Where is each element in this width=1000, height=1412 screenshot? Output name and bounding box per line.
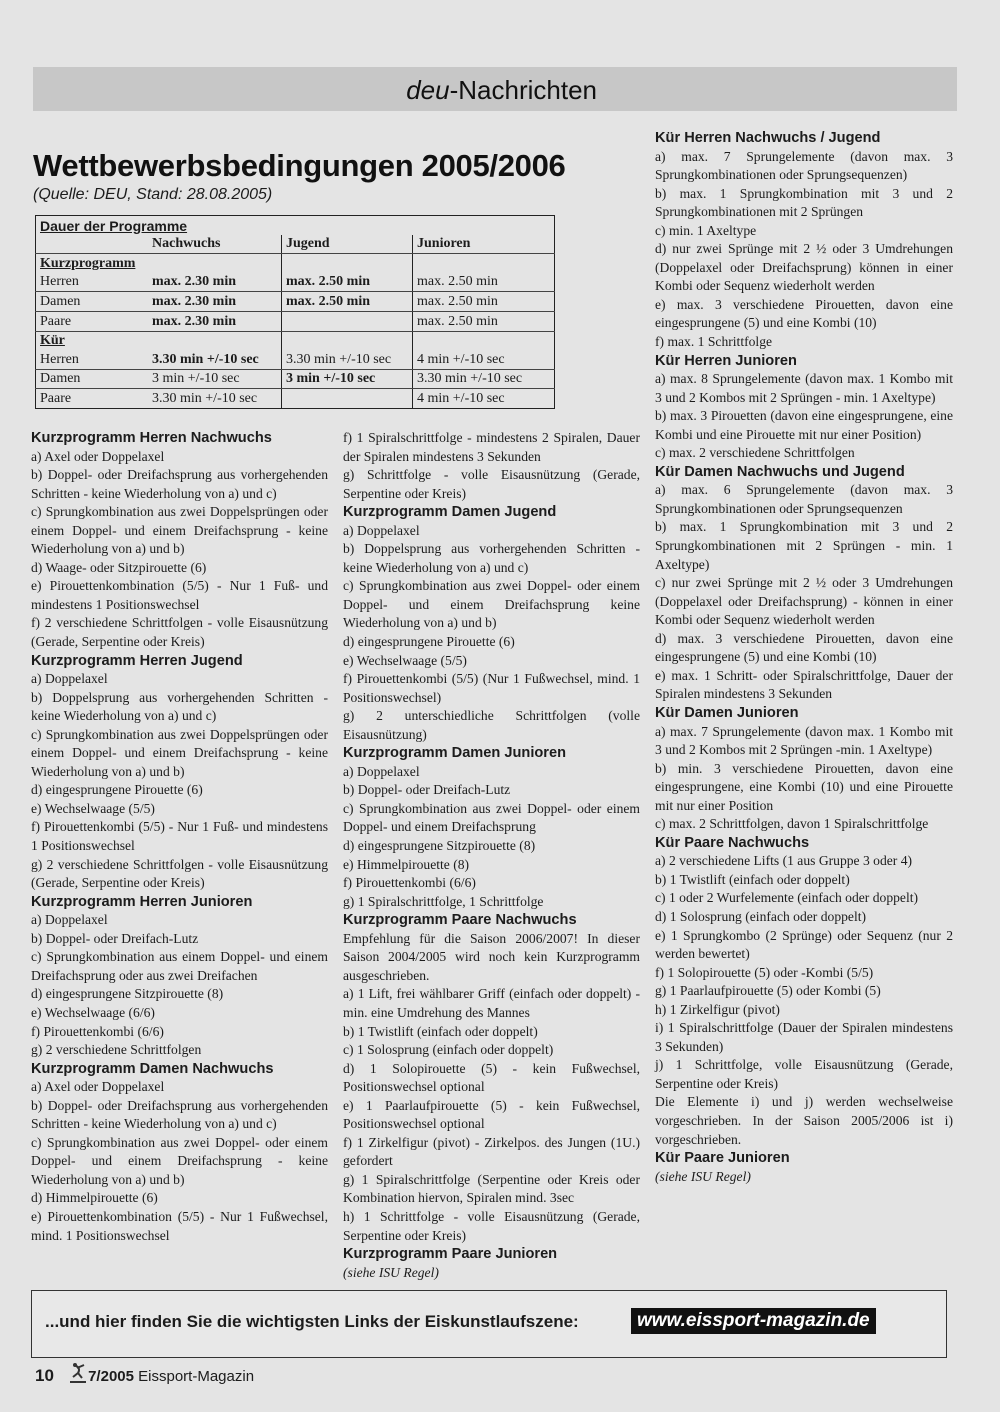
table-row [36, 389, 555, 409]
footer-promo-box [31, 1290, 947, 1358]
table-cell: max. 2.30 min [148, 273, 282, 292]
page-number: 10 [35, 1366, 54, 1385]
list-item: d) Himmelpirouette (6) [31, 1190, 158, 1206]
list-item: e) Wechselwaage (6/6) [31, 1004, 155, 1020]
reference-note: (siehe ISU Regel) [343, 1264, 439, 1280]
list-item: e) Pirouettenkombination (5/5) - Nur 1 Fuß- und mindestens 1 Positionswechsel [31, 578, 328, 612]
section-heading: Kurzprogramm Paare Junioren [343, 1246, 558, 1263]
list-item: e) Himmelpirouette (8) [343, 856, 470, 872]
table-row [36, 273, 555, 292]
section-heading: Kür Paare Nachwuchs [655, 834, 810, 851]
section-heading: Kür Damen Junioren [655, 704, 799, 721]
list-item: h) 1 Schrittfolge - volle Eisausnützung (Gerade, Serpentine oder Kreis) [343, 1208, 640, 1243]
list-item: c) 1 oder 2 Wurfelemente (einfach oder doppelt) [655, 890, 919, 906]
section-title [406, 75, 597, 106]
table-cell: Damen [36, 369, 149, 389]
reference-note: (siehe ISU Regel) [655, 1168, 751, 1184]
list-item: c) 1 Solosprung (einfach oder doppelt) [343, 1042, 554, 1058]
table-cell: max. 2.30 min [148, 292, 282, 312]
list-item: b) 1 Twistlift (einfach oder doppelt) [655, 871, 850, 887]
list-item: e) max. 3 verschiedene Pirouetten, davon eine eingesprungene (5) und eine Kombi (10) [655, 296, 953, 331]
list-item: f) Pirouettenkombi (6/6) [31, 1023, 164, 1039]
list-item: g) Schrittfolge - volle Eisausnützung (Gerade, Serpentine oder Kreis) [343, 467, 640, 501]
list-item: f) 1 Solopirouette (5) oder -Kombi (5/5) [655, 964, 874, 980]
table-cell: 3.30 min +/-10 sec [282, 350, 413, 369]
list-item: f) 1 Zirkelfigur (pivot) - Zirkelpos. des Jungen (1U.) gefordert [343, 1134, 640, 1169]
table-cell: 3.30 min +/-10 sec [152, 390, 258, 406]
list-item: g) 1 Paarlaufpirouette (5) oder Kombi (5) [655, 983, 881, 999]
program-duration-table [35, 215, 555, 409]
list-item: b) max. 3 Pirouetten (davon eine eingesprungene, eine Kombi und eine Pirouette mit nur einer Position) [655, 408, 953, 442]
list-item: c) max. 2 verschiedene Schrittfolgen [655, 445, 855, 461]
list-item: Die Elemente i) und j) werden wechselweise vorgeschrieben. In der Saison 2005/2006 ist i) vorgeschrieben. [655, 1094, 953, 1147]
list-item: g) 1 Spiralschrittfolge (Serpentine oder Kreis oder Kombination hiervon, Spiralen mind. 3sec [343, 1171, 640, 1206]
table-cell: 4 min +/-10 sec [413, 389, 555, 409]
list-item: a) Doppelaxel [31, 912, 108, 928]
table-cell: 4 min +/-10 sec [413, 350, 555, 369]
section-heading: Kurzprogramm Herren Nachwuchs [31, 430, 272, 446]
list-item: b) max. 1 Sprungkombination mit 3 und 2 Sprungkombinationen mit 2 Sprüngen [655, 185, 953, 220]
list-item: a) 2 verschiedene Lifts (1 aus Gruppe 3 oder 4) [655, 853, 913, 869]
list-item: b) Doppel- oder Dreifach-Lutz [31, 930, 199, 946]
list-item: g) 2 unterschiedliche Schrittfolgen (volle Eisausnützung) [343, 708, 640, 742]
section-heading: Kür Damen Nachwuchs und Jugend [655, 463, 905, 480]
table-cell: max. 2.50 min [282, 292, 413, 312]
magazine-name: Eissport-Magazin [138, 1368, 255, 1385]
list-item: d) Waage- oder Sitzpirouette (6) [31, 559, 207, 575]
list-item: c) max. 2 Schrittfolgen, davon 1 Spiralschrittfolge [655, 816, 929, 832]
section-row-kurzprogramm [36, 254, 555, 273]
table-cell: Damen [36, 292, 149, 312]
list-item: b) max. 1 Sprungkombination mit 3 und 2 Sprungkombinationen mit 2 Sprüngen - min. 1 Axeltype) [655, 519, 953, 572]
column-header-junioren: Junioren [413, 235, 555, 254]
list-item: d) eingesprungene Pirouette (6) [31, 782, 203, 798]
table-cell: 3 min +/-10 sec [282, 369, 413, 389]
table-cell: Herren [36, 350, 149, 369]
table-cell: 3.30 min +/-10 sec [148, 350, 282, 369]
table-cell [282, 389, 413, 409]
list-item: f) Pirouettenkombi (5/5) - Nur 1 Fuß- und mindestens 1 Positionswechsel [31, 819, 328, 854]
list-item: f) 1 Spiralschrittfolge - mindestens 2 Spiralen, Dauer der Spiralen mindestens 3 Sekunden [343, 430, 640, 464]
list-item: e) max. 1 Schritt- oder Spiralschrittfolge, Dauer der Spiralen mindestens 3 Sekunden [655, 667, 953, 702]
list-item: a) Axel oder Doppelaxel [31, 1079, 165, 1095]
footer-website-link[interactable]: www.eissport-magazin.de [631, 1308, 876, 1334]
table-cell: max. 2.50 min [413, 311, 555, 331]
table-heading-row [36, 216, 555, 235]
table-header-row [36, 235, 555, 254]
list-item: e) Wechselwaage (5/5) [343, 652, 467, 668]
list-item: e) Wechselwaage (5/5) [31, 800, 155, 816]
list-item: c) Sprungkombination aus zwei Doppelsprüngen oder einem Doppel- und einem Dreifachsprung - keine Wiederholung von a) und b) [31, 504, 328, 557]
table-cell: 3 min +/-10 sec [148, 369, 282, 389]
column-header-nachwuchs: Nachwuchs [148, 235, 282, 254]
list-item: b) Doppel- oder Dreifach-Lutz [343, 782, 511, 798]
list-item: d) nur zwei Sprünge mit 2 ½ oder 3 Umdrehungen (Doppelaxel oder Dreifachsprung) können in einer Kombi oder Sequenz wiederholt werden [655, 241, 953, 294]
list-item: f) 2 verschiedene Schrittfolgen - volle Eisausnützung (Gerade, Serpentine oder Kreis) [31, 615, 328, 650]
list-item: b) Doppelsprung aus vorhergehenden Schritten - keine Wiederholung von a) und c) [31, 689, 328, 724]
list-item: a) Doppelaxel [31, 671, 108, 687]
list-item: g) 2 verschiedene Schrittfolgen [31, 1042, 202, 1058]
section-banner [33, 67, 957, 111]
section-title-prefix: deu [406, 75, 450, 105]
text-column-right [655, 129, 953, 1186]
section-heading: Kür Paare Junioren [655, 1150, 790, 1167]
table-row [36, 311, 555, 331]
table-row [36, 292, 555, 312]
table-cell: max. 2.50 min [413, 273, 555, 292]
table-cell [282, 311, 413, 331]
list-item: c) Sprungkombination aus einem Doppel- und einem Dreifachsprung oder aus zwei Dreifachen [31, 949, 328, 983]
section-heading: Kurzprogramm Herren Jugend [31, 652, 243, 669]
footer-promo-text: ...und hier finden Sie die wichtigsten Links der Eiskunstlaufszene: [45, 1312, 579, 1331]
list-item: b) 1 Twistlift (einfach oder doppelt) [343, 1023, 538, 1039]
list-item: b) Doppel- oder Dreifachsprung aus vorhergehenden Schritten - keine Wiederholung von a) und c) [31, 467, 328, 501]
table-row [36, 369, 555, 389]
list-item: h) 1 Zirkelfigur (pivot) [655, 1001, 780, 1017]
table-cell: Paare [36, 311, 149, 331]
list-item: j) 1 Schrittfolge, volle Eisausnützung (Gerade, Serpentine oder Kreis) [655, 1057, 953, 1091]
table-cell: Herren [36, 273, 149, 292]
list-item: b) Doppel- oder Dreifachsprung aus vorhergehenden Schritten - keine Wiederholung von a) und c) [31, 1097, 328, 1132]
list-item: c) Sprungkombination aus zwei Doppel- oder einem Doppel- und einem Dreifachsprung - keine Wiederholung von a) und b) [31, 1134, 328, 1187]
list-item: a) max. 7 Sprungelemente (davon max. 1 Kombo mit 3 und 2 Kombos mit 2 Sprüngen -min. 1 Axeltype) [655, 723, 953, 758]
table-cell: Paare [40, 390, 72, 406]
section-label-kuer: Kür [40, 333, 65, 349]
list-item: f) Pirouettenkombi (6/6) [343, 875, 476, 891]
article-title: Wettbewerbsbedingungen 2005/2006 [33, 148, 566, 183]
list-item: d) eingesprungene Sitzpirouette (8) [343, 838, 536, 854]
issue-number: 7/2005 [88, 1368, 134, 1385]
list-item: a) max. 7 Sprungelemente (davon max. 3 Sprungkombinationen oder Sprungsequenzen) [655, 148, 953, 183]
list-item: a) Doppelaxel [343, 763, 420, 779]
table-cell: 3.30 min +/-10 sec [413, 369, 555, 389]
list-item: b) Doppelsprung aus vorhergehenden Schritten - keine Wiederholung von a) und c) [343, 541, 640, 575]
list-item: e) 1 Paarlaufpirouette (5) - kein Fußwechsel, Positionswechsel optional [343, 1097, 640, 1132]
text-column-left [31, 429, 328, 1245]
list-item: d) eingesprungene Pirouette (6) [343, 634, 515, 650]
list-item: d) max. 3 verschiedene Pirouetten, davon eine eingesprungene (5) und eine Kombi (10) [655, 630, 953, 665]
column-header-jugend: Jugend [282, 235, 413, 254]
table-cell: max. 2.50 min [413, 292, 555, 312]
list-item: e) 1 Sprungkombo (2 Sprünge) oder Sequenz (nur 2 werden bewertet) [655, 927, 953, 962]
list-item: a) Axel oder Doppelaxel [31, 448, 165, 464]
list-item: c) Sprungkombination aus zwei Doppelsprüngen oder einem Doppel- und einem Dreifachsprung - keine Wiederholung von a) und b) [31, 726, 328, 779]
list-item: d) 1 Solopirouette (5) - kein Fußwechsel, Positionswechsel optional [343, 1060, 640, 1095]
text-column-middle [343, 429, 640, 1282]
section-heading: Kurzprogramm Paare Nachwuchs [343, 912, 577, 929]
list-item: a) 1 Lift, frei wählbarer Griff (einfach oder doppelt) - min. eine Umdrehung des Mannes [343, 986, 640, 1020]
section-heading: Kurzprogramm Herren Junioren [31, 893, 253, 910]
list-item: e) Pirouettenkombination (5/5) - Nur 1 Fußwechsel, mind. 1 Positionswechsel [31, 1208, 328, 1243]
section-heading: Kurzprogramm Damen Jugend [343, 504, 557, 521]
list-item: a) max. 8 Sprungelemente (davon max. 1 Kombo mit 3 und 2 Kombos mit 2 Sprüngen - min. 1 Axeltype) [655, 371, 953, 405]
table-heading: Dauer der Programme [40, 217, 188, 234]
list-item: b) min. 3 verschiedene Pirouetten, davon eine eingesprungene, eine Kombi (10) und eine Pirouette mit nur einer Position [655, 760, 953, 813]
list-item: i) 1 Spiralschrittfolge (Dauer der Spiralen mindestens 3 Sekunden) [655, 1020, 953, 1054]
article-source: (Quelle: DEU, Stand: 28.08.2005) [33, 186, 273, 203]
section-row-kuer [36, 331, 555, 350]
list-item: c) min. 1 Axeltype [655, 222, 757, 238]
table-cell: max. 2.30 min [148, 311, 282, 331]
list-item: c) Sprungkombination aus zwei Doppel- oder einem Doppel- und einem Dreifachsprung [343, 800, 640, 835]
table-row [36, 350, 555, 369]
skater-logo-icon [64, 1362, 92, 1386]
section-title-suffix: -Nachrichten [449, 75, 597, 105]
table-cell: max. 2.50 min [282, 273, 413, 292]
list-item: f) max. 1 Schrittfolge [655, 334, 773, 350]
list-item: g) 2 verschiedene Schrittfolgen - volle Eisausnützung (Gerade, Serpentine oder Kreis) [31, 856, 328, 891]
list-item: d) eingesprungene Sitzpirouette (8) [31, 986, 224, 1002]
list-item: f) Pirouettenkombi (5/5) (Nur 1 Fußwechsel, mind. 1 Positionswechsel) [343, 671, 640, 705]
section-heading: Kür Herren Junioren [655, 352, 797, 369]
list-item: d) 1 Solosprung (einfach oder doppelt) [655, 908, 867, 924]
list-item: a) max. 6 Sprungelemente (davon max. 3 Sprungkombinationen oder Sprungsequenzen [655, 482, 953, 516]
list-item: c) Sprungkombination aus zwei Doppel- oder einem Doppel- und einem Dreifachsprung keine Wiederholung von a) und b) [343, 578, 640, 631]
section-heading: Kurzprogramm Damen Nachwuchs [31, 1060, 274, 1077]
section-heading: Kurzprogramm Damen Junioren [343, 745, 566, 762]
section-label-kurzprogramm: Kurzprogramm [40, 255, 136, 271]
list-item: a) Doppelaxel [343, 522, 420, 538]
section-heading: Kür Herren Nachwuchs / Jugend [655, 130, 881, 146]
list-item: c) nur zwei Sprünge mit 2 ½ oder 3 Umdrehungen (Doppelaxel oder Dreifachsprung) - können in einer Kombi oder Sequenz wiederholt werden [655, 575, 953, 628]
list-item: Empfehlung für die Saison 2006/2007! In dieser Saison 2004/2005 wird noch kein Kurzprogramm ausgeschrieben. [343, 930, 640, 983]
list-item: g) 1 Spiralschrittfolge, 1 Schrittfolge [343, 893, 544, 909]
